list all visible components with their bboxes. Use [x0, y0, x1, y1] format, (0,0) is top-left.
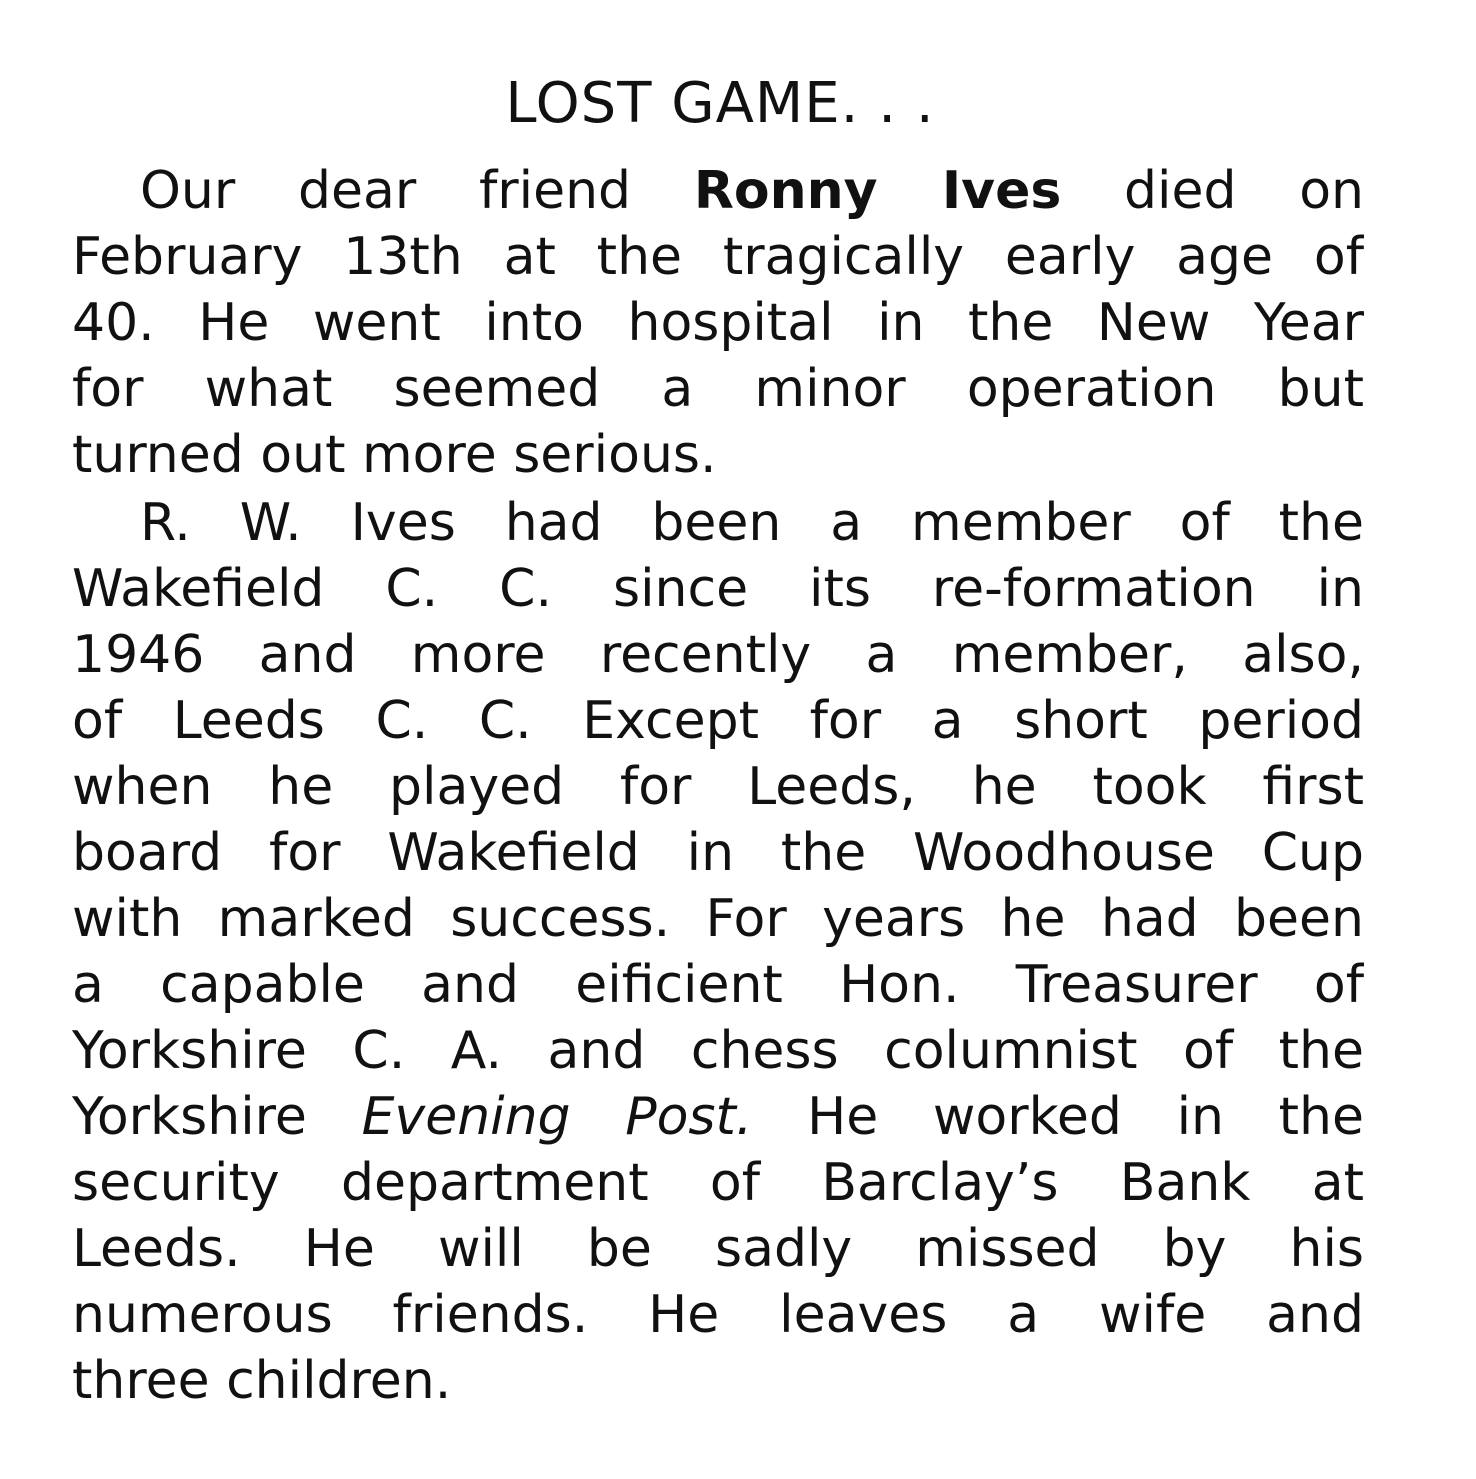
paragraph-2-line: a capable and eificient Hon. Treasurer of [72, 955, 1364, 1015]
paragraph-2-line: R. W. Ives had been a member of the [140, 493, 1364, 553]
paragraph-2-line: Leeds. He will be sadly missed by his [72, 1219, 1364, 1279]
text-span: He worked in the [807, 1087, 1364, 1147]
page-title: LOST GAME. . . [505, 71, 935, 136]
paragraph-2-line [72, 1084, 1364, 1150]
text-span: Yorkshire [72, 1087, 307, 1147]
text-span: Our dear friend [140, 161, 632, 221]
paragraph-1-line: turned out more serious. [72, 425, 717, 485]
paragraph-1-line: February 13th at the tragically early age of [72, 227, 1364, 287]
person-name: Ronny Ives [693, 161, 1062, 221]
paragraph-2-line: board for Wakefield in the Woodhouse Cup [72, 823, 1364, 883]
paragraph-2-line: three children. [72, 1351, 452, 1411]
paragraph-2-line: of Leeds C. C. Except for a short period [72, 691, 1364, 751]
paragraph-2-line: when he played for Leeds, he took first [72, 757, 1364, 817]
paragraph-2-line: Wakefield C. C. since its re-formation in [72, 559, 1364, 619]
paragraph-2-line: 1946 and more recently a member, also, [72, 625, 1364, 685]
paragraph-1-line [140, 158, 1364, 224]
paragraph-2-line: numerous friends. He leaves a wife and [72, 1285, 1364, 1345]
paragraph-2-line: security department of Barclay’s Bank at [72, 1153, 1364, 1213]
paragraph-1-line: 40. He went into hospital in the New Year [72, 293, 1364, 353]
newspaper-name: Evening Post. [361, 1087, 753, 1147]
paragraph-2-line: with marked success. For years he had been [72, 889, 1364, 949]
text-span: died on [1124, 161, 1364, 221]
paragraph-1-line: for what seemed a minor operation but [72, 359, 1364, 419]
paragraph-2-line: Yorkshire C. A. and chess columnist of the [72, 1021, 1364, 1081]
